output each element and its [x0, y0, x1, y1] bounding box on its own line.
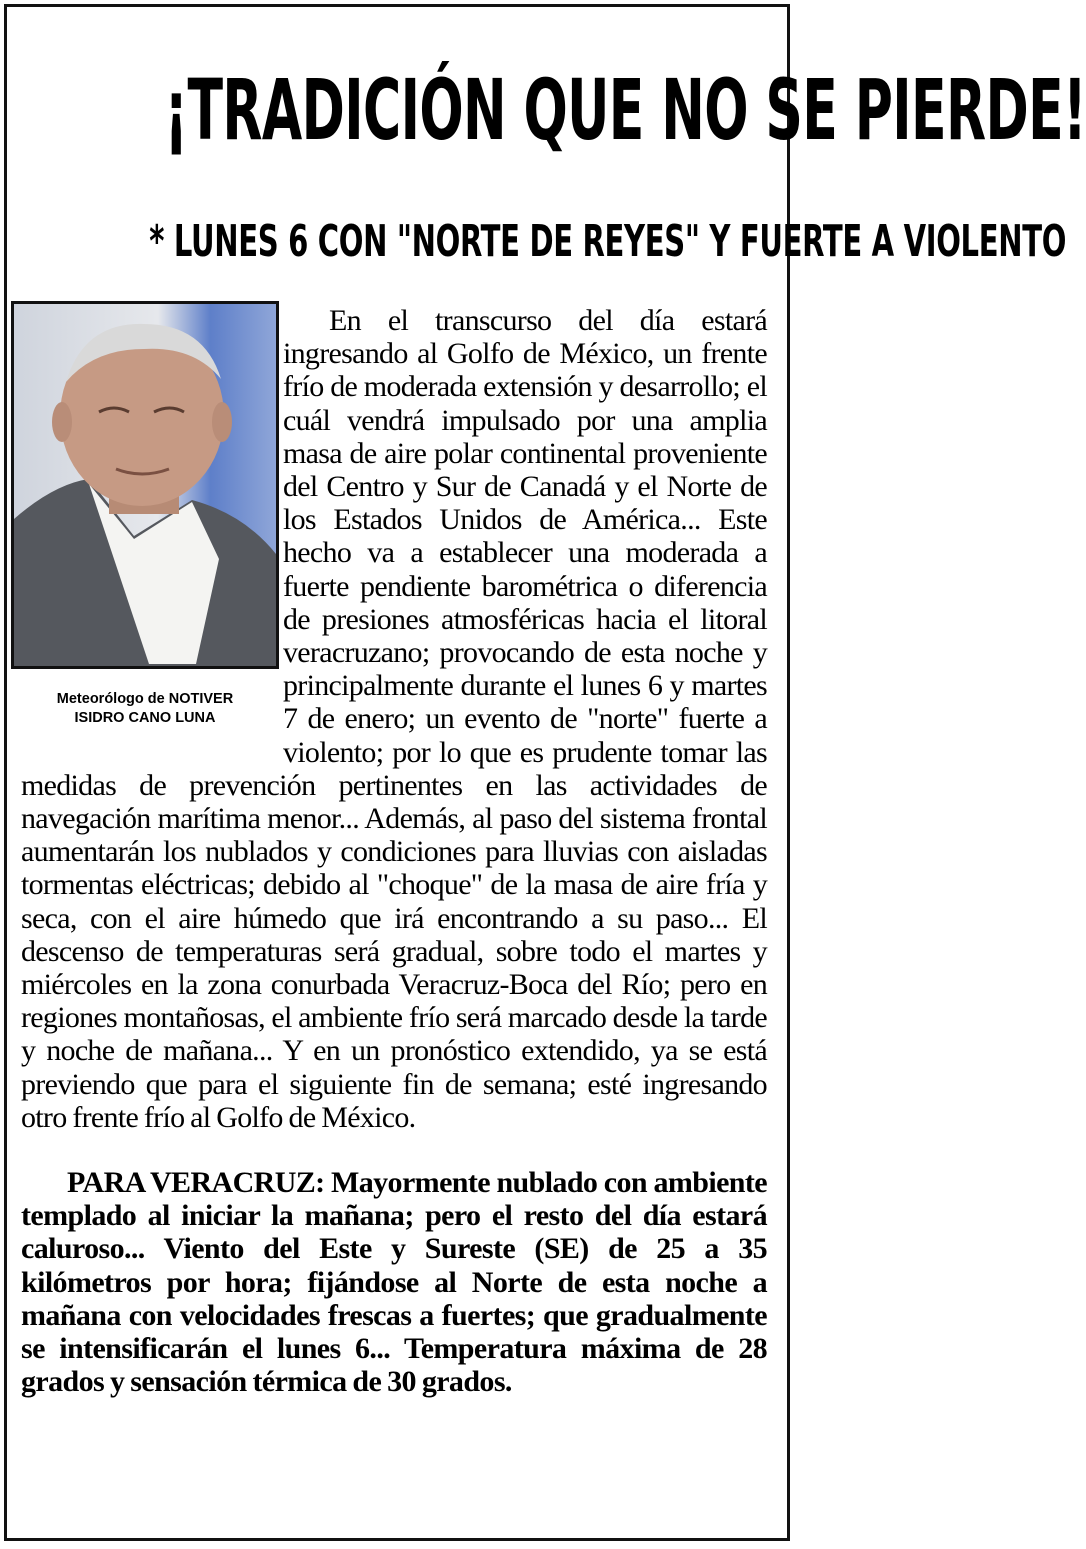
article-paragraph-1: En el transcurso del día estará ingresando al Golfo de México, un frente frío de moderada extensión y desarrollo; el cuál vendrá impulsado por una amplia masa de aire polar continental proveniente del Centro y Sur de Canadá y el Norte de los Estados Unidos de América... Este hecho va a establecer una moderada a fuerte pendiente barométrica o diferencia de presiones atmosféricas hacia el litoral veracruzano; provocando de esta noche y principalmente durante el lunes 6 y martes 7 de enero; un evento de "norte" fuerte a violento; por lo que es prudente tomar las medidas de prevención pertinentes en las actividades de navegación marítima menor... Además, al paso del sistema frontal aumentarán los nublados y condiciones para lluvias con aisladas tormentas eléctricas; debido al "choque" de la masa de aire fría y seca, con el aire húmedo que irá encontrando a su paso... El descenso de temperaturas será gradual, sobre todo el martes y miércoles en la zona conurbada Veracruz-Boca del Río; pero en regiones montañosas, el ambiente frío será marcado desde la tarde y noche de mañana... Y en un pronóstico extendido, ya se está previendo que para el siguiente fin de semana; esté ingresando otro frente frío al Golfo de México. — [21, 304, 767, 1134]
photo-wrap-spacer — [21, 304, 283, 764]
article-body — [21, 304, 767, 1399]
headline: ¡TRADICIÓN QUE NO SE PIERDE! — [164, 61, 1086, 159]
caption-line-1: Meteorólogo de NOTIVER — [56, 691, 234, 707]
subheadline: * LUNES 6 CON "NORTE DE REYES" Y FUERTE A VIOLENTO — [149, 216, 1067, 267]
forecast-paragraph: PARA VERACRUZ: Mayormente nublado con ambiente templado al iniciar la mañana; pero el resto del día estará caluroso... Viento del Este y Sureste (SE) de 25 a 35 kilómetros por hora; fijándose al Norte de esta noche a mañana con velocidades frescas a fuertes; que gradualmente se intensificarán el lunes 6... Temperatura máxima de 28 grados y sensación térmica de 30 grados. — [21, 1166, 767, 1399]
caption-line-2: ISIDRO CANO LUNA — [74, 710, 216, 726]
